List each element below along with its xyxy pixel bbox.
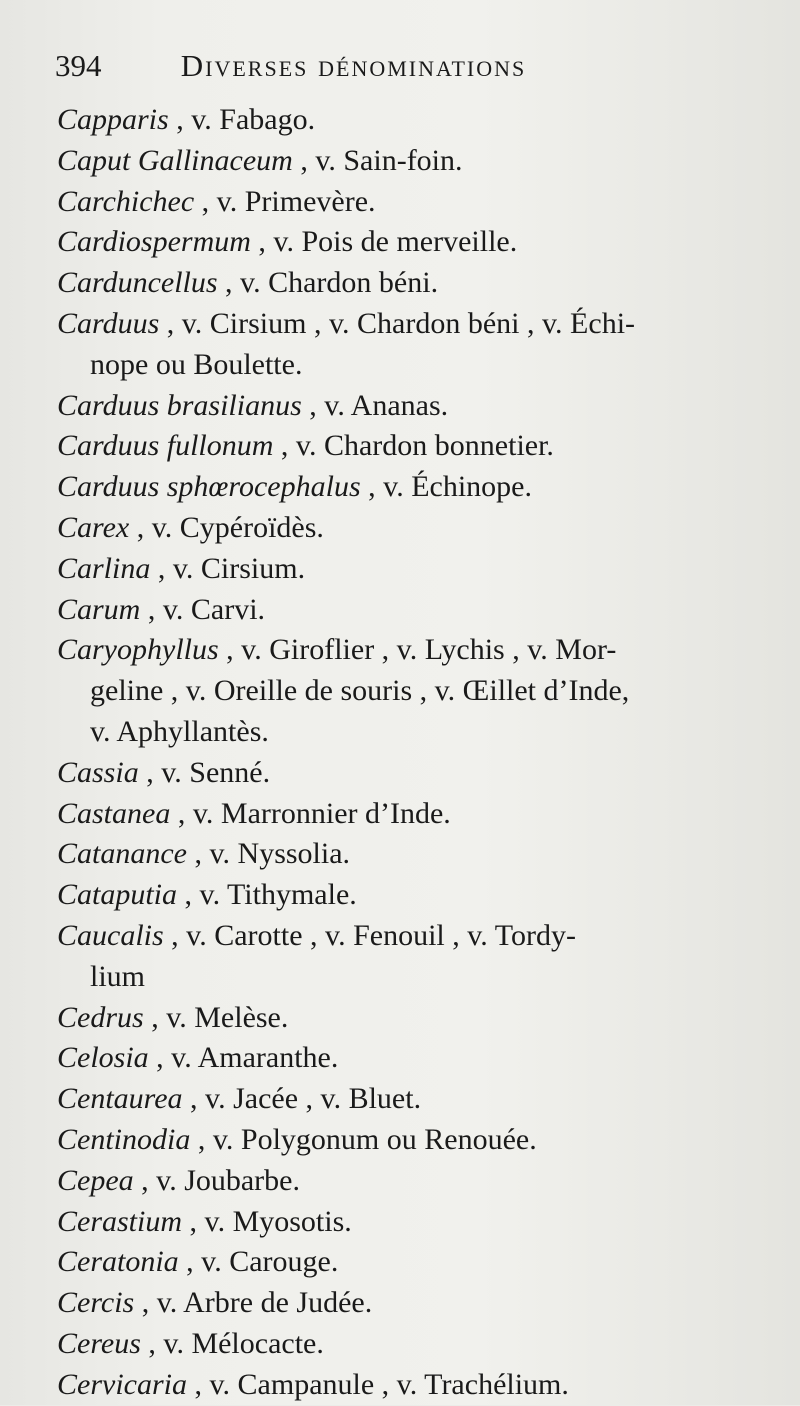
entry-reference: , v. Myosotis. [182, 1204, 352, 1238]
glossary-entry [57, 467, 777, 508]
entry-reference: , v. Jacée , v. Bluet. [182, 1082, 422, 1116]
entry-term: Castanea [57, 796, 171, 830]
entry-reference: , v. Primevère. [194, 184, 376, 218]
entry-term: Cereus [57, 1326, 141, 1360]
entry-reference: , v. Carvi. [140, 592, 266, 626]
entry-term: Centinodia [57, 1122, 191, 1156]
glossary-entry [57, 508, 777, 549]
entry-term: Carduus fullonum [57, 429, 274, 463]
glossary-entry [57, 590, 777, 631]
entry-reference: , v. Marronnier d’Inde. [170, 796, 451, 830]
entry-term: Carex [57, 510, 130, 544]
glossary-entry [57, 875, 777, 916]
entry-reference: , v. Nyssolia. [186, 837, 351, 871]
glossary-entry [57, 386, 777, 427]
glossary-entry [57, 1365, 777, 1406]
entry-reference: , v. Melèse. [143, 1000, 289, 1034]
glossary-entry [57, 998, 777, 1039]
entry-reference: , v. Chardon bonnetier. [273, 429, 554, 463]
entry-reference: , v. Sain-foin. [292, 143, 463, 177]
entry-reference: , v. Carouge. [178, 1245, 339, 1279]
entry-continuation: geline , v. Oreille de souris , v. Œillet d’Inde, [90, 674, 630, 708]
running-header [55, 48, 526, 84]
glossary-entry [57, 100, 777, 141]
glossary-entry [57, 1202, 777, 1243]
glossary-entry [57, 1079, 777, 1120]
entry-reference: , v. Arbre de Judée. [134, 1286, 373, 1320]
entry-term: Capparis [57, 103, 169, 136]
entry-term: Centaurea [57, 1082, 183, 1116]
entry-term: Cataputia [57, 878, 178, 912]
entry-term: Cepea [57, 1163, 134, 1197]
entry-term: Ceratonia [57, 1245, 179, 1279]
entry-term: Celosia [57, 1041, 149, 1075]
entry-reference: , v. Carotte , v. Fenouil , v. Tordy- [163, 918, 576, 952]
glossary-entry [57, 1038, 777, 1079]
glossary-entry [57, 1242, 777, 1283]
glossary-entry [57, 141, 777, 182]
glossary-entry [57, 753, 777, 794]
glossary-entry [57, 182, 777, 223]
page-title: Diverses dénominations [180, 48, 527, 83]
entry-term: Cervicaria [57, 1367, 187, 1401]
glossary-list [57, 100, 777, 1406]
glossary-entry [57, 834, 777, 875]
glossary-entry [57, 426, 777, 467]
entry-reference: , v. Senné. [138, 755, 271, 789]
glossary-entry [57, 794, 777, 835]
entry-continuation: nope ou Boulette. [90, 347, 303, 381]
entry-term: Caucalis [57, 918, 164, 952]
entry-term: Carlina [57, 551, 151, 585]
glossary-entry [57, 916, 777, 998]
entry-term: Carum [57, 592, 141, 626]
entry-reference: , v. Échinope. [360, 470, 532, 504]
entry-term: Caput Gallinaceum [57, 143, 293, 177]
entry-reference: , v. Polygonum ou Renouée. [190, 1122, 537, 1156]
page-number: 394 [55, 48, 102, 83]
entry-reference: , v. Ananas. [301, 388, 449, 422]
entry-reference: , v. Cirsium. [150, 551, 306, 585]
entry-reference: , v. Chardon béni. [217, 266, 439, 300]
glossary-entry [57, 263, 777, 304]
entry-term: Cerastium [57, 1204, 183, 1238]
entry-reference: , v. Pois de merveille. [250, 225, 518, 259]
glossary-entry [57, 1120, 777, 1161]
entry-continuation: v. Aphyllantès. [90, 714, 269, 748]
entry-reference: , v. Giroflier , v. Lychis , v. Mor- [218, 633, 617, 667]
entry-reference: , v. Cypéroïdès. [129, 510, 324, 544]
entry-reference: , v. Fabago. [168, 103, 316, 136]
entry-reference: , v. Joubarbe. [133, 1163, 300, 1197]
glossary-entry [57, 1161, 777, 1202]
glossary-entry [57, 1324, 777, 1365]
glossary-entry [57, 549, 777, 590]
entry-term: Carduncellus [57, 266, 218, 300]
glossary-entry [57, 630, 777, 752]
entry-term: Caryophyllus [57, 633, 219, 667]
entry-term: Cedrus [57, 1000, 144, 1034]
entry-term: Catanance [57, 837, 187, 871]
entry-term: Cercis [57, 1286, 135, 1320]
entry-reference: , v. Campanule , v. Trachélium. [186, 1367, 569, 1401]
entry-term: Carchichec [57, 184, 195, 218]
entry-term: Carduus sphœrocephalus [57, 470, 361, 504]
entry-reference: , v. Mélocacte. [140, 1326, 324, 1360]
entry-reference: , v. Amaranthe. [148, 1041, 339, 1075]
entry-term: Carduus [57, 306, 160, 340]
entry-reference: , v. Tithymale. [177, 878, 357, 912]
entry-continuation: lium [90, 959, 146, 993]
entry-term: Carduus brasilianus [57, 388, 302, 422]
entry-reference: , v. Cirsium , v. Chardon béni , v. Échi- [159, 306, 636, 340]
glossary-entry [57, 222, 777, 263]
glossary-entry [57, 304, 777, 386]
entry-term: Cardiospermum [57, 225, 251, 259]
entry-term: Cassia [57, 755, 139, 789]
glossary-entry [57, 1283, 777, 1324]
